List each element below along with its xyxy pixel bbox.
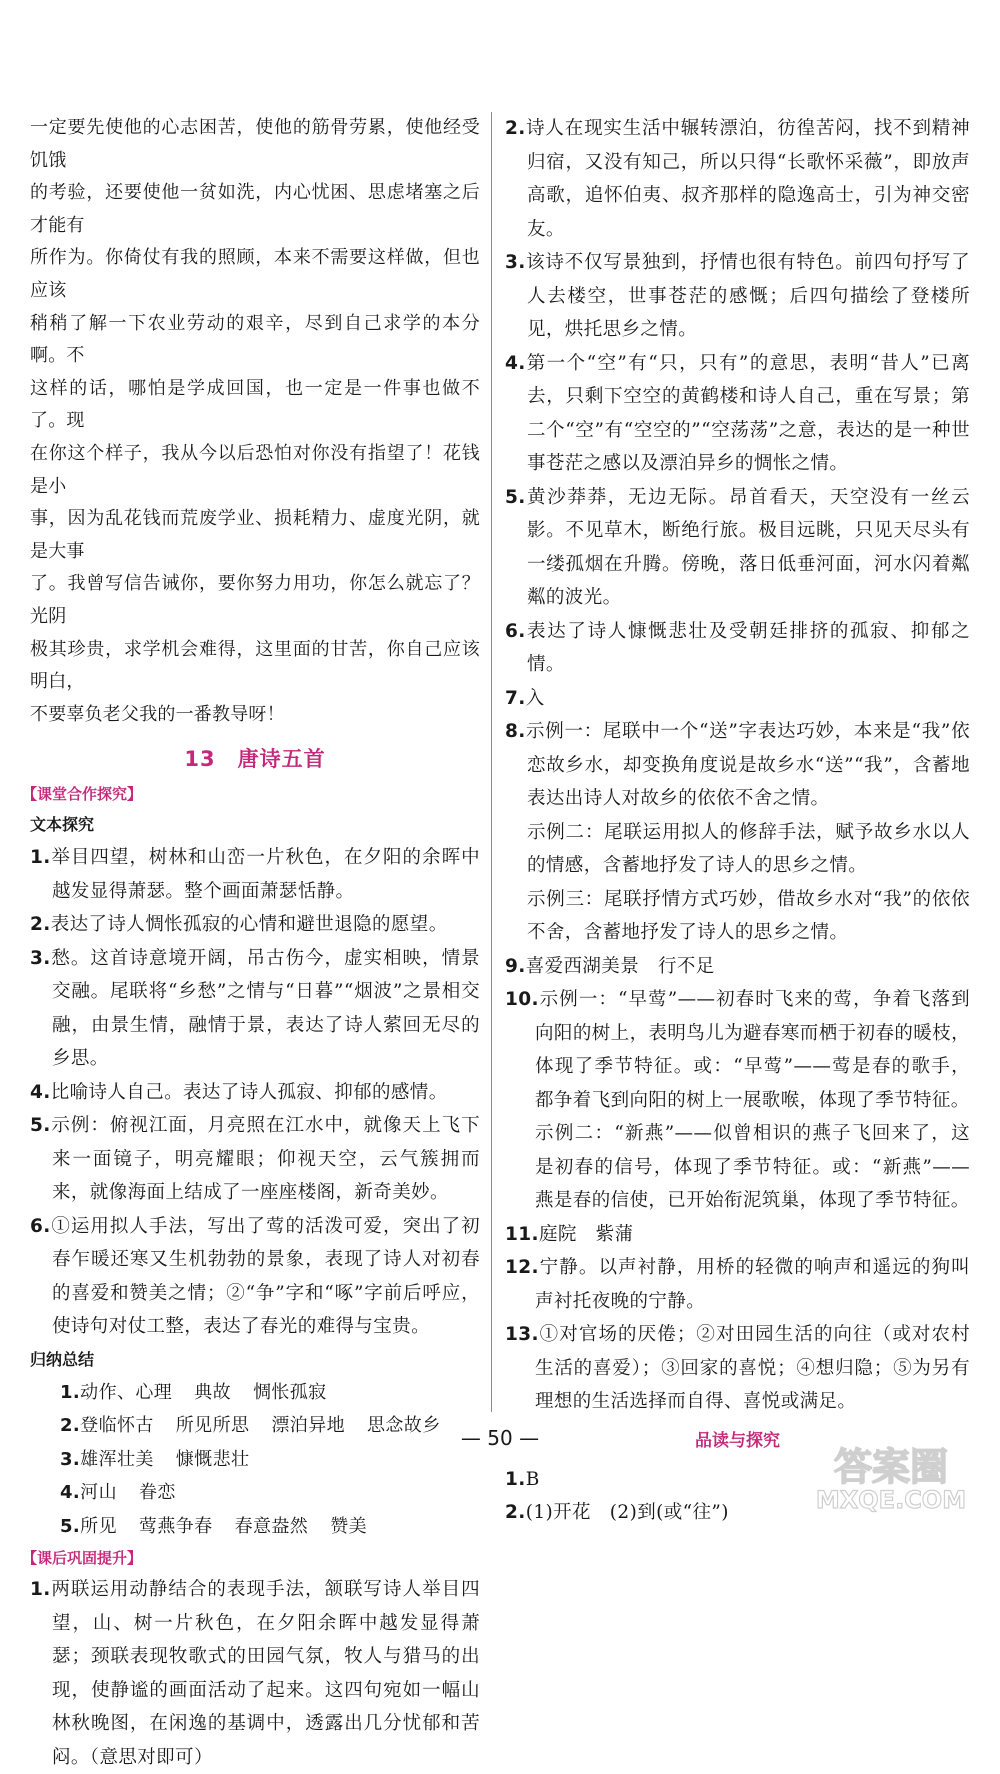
subhead-summary: 归纳总结 [30, 1349, 95, 1369]
tag-classroom: 【课堂合作探究】 [22, 785, 143, 804]
page-number: — 50 — [460, 1426, 540, 1450]
lesson-number: 13 [184, 747, 216, 772]
answer-item: 4.比喻诗人自己。表达了诗人孤寂、抑郁的感情。 [30, 1081, 448, 1103]
summary-items [30, 1376, 480, 1544]
intro-line: 极其珍贵，求学机会难得，这里面的甘苦，你自己应该明白， [30, 638, 480, 693]
example-paragraph: 示例二：尾联运用拟人的修辞手法，赋予故乡水以人的情感，含蓄地抒发了诗人的思乡之情。 [527, 821, 970, 876]
answer-item: 13.①对官场的厌倦；②对田园生活的向往（或对农村生活的喜爱）；③回家的喜悦；④想归隐；⑤为另有理想的生活选择而自得、喜悦或满足。 [505, 1324, 970, 1412]
answer-item: 12.宁静。以声衬静，用桥的轻微的响声和遥远的狗叫声衬托夜晚的宁静。 [505, 1257, 970, 1312]
answer-item: 7.入 [505, 687, 545, 709]
answer-item: 5.黄沙莽莽，无边无际。昂首看天，天空没有一丝云影。不见草木，断绝行旅。极目远眺，只见天尽头有一缕孤烟在升腾。傍晚，落日低垂河面，河水闪着粼粼的波光。 [505, 486, 970, 608]
answer-item: 6.表达了诗人慷慨悲壮及受朝廷排挤的孤寂、抑郁之情。 [505, 620, 970, 675]
answer-item: 10.示例一：“早莺”——初春时飞来的莺，争着飞落到向阳的树上，表明鸟儿为避春寒而栖于初春的暖枝，体现了季节特征。或：“早莺”——莺是春的歌手，都争着飞到向阳的树上一展歌喉，体现了季节特征。 [505, 989, 970, 1111]
answer-item: 8.示例一：尾联中一个“送”字表达巧妙，本来是“我”依恋故乡水，却变换角度说是故乡水“送”“我”，含蓄地表达出诗人对故乡的依依不舍之情。 [505, 721, 970, 809]
intro-line: 这样的话，哪怕是学成回国，也一定是一件事也做不了。现 [30, 377, 480, 432]
intro-line: 所作为。你倚仗有我的照顾，本来不需要这样做，但也应该 [30, 247, 480, 301]
section-title-reading: 品读与探究 [695, 1430, 780, 1451]
answer-item: 1.举目四望，树林和山峦一片秋色，在夕阳的余晖中越发显得萧瑟。整个画面萧瑟恬静。 [30, 847, 480, 902]
answer-item: 1.两联运用动静结合的表现手法，颔联写诗人举目四望，山、树一片秋色，在夕阳余晖中越发显得萧瑟；颈联表现牧歌式的田园气氛，牧人与猎马的出现，使静谧的画面活动了起来。这四句宛如一幅山林秋晚图，在闲逸的基调中，透露出几分忧郁和苦闷。（意思对即可） [30, 1579, 480, 1768]
intro-line: 稍稍了解一下农业劳动的艰辛，尽到自己求学的本分啊。不 [30, 312, 480, 367]
lesson-title [30, 743, 480, 773]
answer-item: 3.该诗不仅写景独到，抒情也很有特色。前四句抒写了人去楼空，世事苍茫的感慨；后四句描绘了登楼所见，烘托思乡之情。 [505, 252, 970, 340]
summary-item: 5.所见 莺燕争春 春意盎然 赞美 [60, 1515, 368, 1537]
answer-item: 1.B [505, 1468, 540, 1490]
summary-item: 3.雄浑壮美 慷慨悲壮 [60, 1448, 250, 1470]
text-items [30, 841, 480, 1344]
summary-item: 1.动作、心理 典故 惆怅孤寂 [60, 1381, 327, 1403]
answer-item: 6.①运用拟人手法，写出了莺的活泼可爱，突出了初春乍暖还寒又生机勃勃的景象，表现了诗人对初春的喜爱和赞美之情；②“争”字和“啄”字前后呼应，使诗句对仗工整，表达了春光的难得与宝贵。 [30, 1215, 480, 1338]
watermark-url: MXQE.COM [815, 1486, 967, 1514]
summary-item: 2.登临怀古 所见所思 漂泊异地 思念故乡 [60, 1415, 441, 1437]
answer-item: 5.示例：俯视江面，月亮照在江水中，就像天上飞下来一面镜子，明亮耀眼；仰视天空，云气簇拥而来，就像海面上结成了一座座楼阁，新奇美妙。 [30, 1115, 480, 1204]
answer-item: 2.诗人在现实生活中辗转漂泊，彷徨苦闷，找不到精神归宿，又没有知己，所以只得“长歌怀采薇”，即放声高歌，追怀伯夷、叔齐那样的隐逸高士，引为神交密友。 [505, 118, 970, 240]
summary-item: 4.河山 眷恋 [60, 1482, 176, 1504]
lesson-name: 唐诗五首 [237, 747, 326, 772]
right-column [505, 112, 970, 1530]
answer-item: 2.(1)开花 (2)到(或“往”) [505, 1502, 729, 1523]
column-divider [491, 112, 492, 1412]
intro-line: 了。我曾写信告诫你，要你努力用功，你怎么就忘了？光阴 [30, 573, 480, 627]
answer-item: 3.愁。这首诗意境开阔，吊古伤今，虚实相映，情景交融。尾联将“乡愁”之情与“日暮”“烟波”之景相交融，由景生情，融情于景，表达了诗人萦回无尽的乡思。 [30, 947, 480, 1070]
example-paragraph: 示例二：“新燕”——似曾相识的燕子飞回来了，这是初春的信号，体现了季节特征。或：“新燕”——燕是春的信使，已开始衔泥筑巢，体现了季节特征。 [535, 1123, 970, 1211]
intro-line: 不要辜负老父我的一番教导呀！ [30, 703, 285, 725]
intro-paragraph [30, 112, 480, 731]
example-paragraph: 示例三：尾联抒情方式巧妙，借故乡水对“我”的依依不舍，含蓄地抒发了诗人的思乡之情。 [527, 888, 970, 943]
answer-item: 4.第一个“空”有“只，只有”的意思，表明“昔人”已离去，只剩下空空的黄鹤楼和诗人自己，重在写景；第二个“空”有“空空的”“空荡荡”之意，表达的是一种世事苍茫之感以及漂泊异乡的惆怅之情。 [505, 352, 970, 474]
intro-line: 一定要先使他的心志困苦，使他的筋骨劳累，使他经受饥饿 [30, 117, 480, 171]
intro-line: 的考验，还要使他一贫如洗，内心忧困、思虑堵塞之后才能有 [30, 182, 480, 236]
watermark-logo [796, 1440, 986, 1514]
watermark-text: 答案圈 [833, 1445, 949, 1489]
answer-item: 2.表达了诗人惆怅孤寂的心情和避世退隐的愿望。 [30, 914, 448, 936]
answer-item: 9.喜爱西湖美景 行不足 [505, 955, 715, 977]
intro-line: 事，因为乱花钱而荒废学业、损耗精力、虚度光阴，就是大事 [30, 508, 480, 562]
left-column [22, 112, 480, 1774]
tag-after-class: 【课后巩固提升】 [22, 1549, 143, 1568]
answer-item: 11.庭院 紫蒲 [505, 1223, 634, 1245]
intro-line: 在你这个样子，我从今以后恐怕对你没有指望了！花钱是小 [30, 442, 480, 497]
subhead-text-exploration: 文本探究 [30, 815, 95, 835]
